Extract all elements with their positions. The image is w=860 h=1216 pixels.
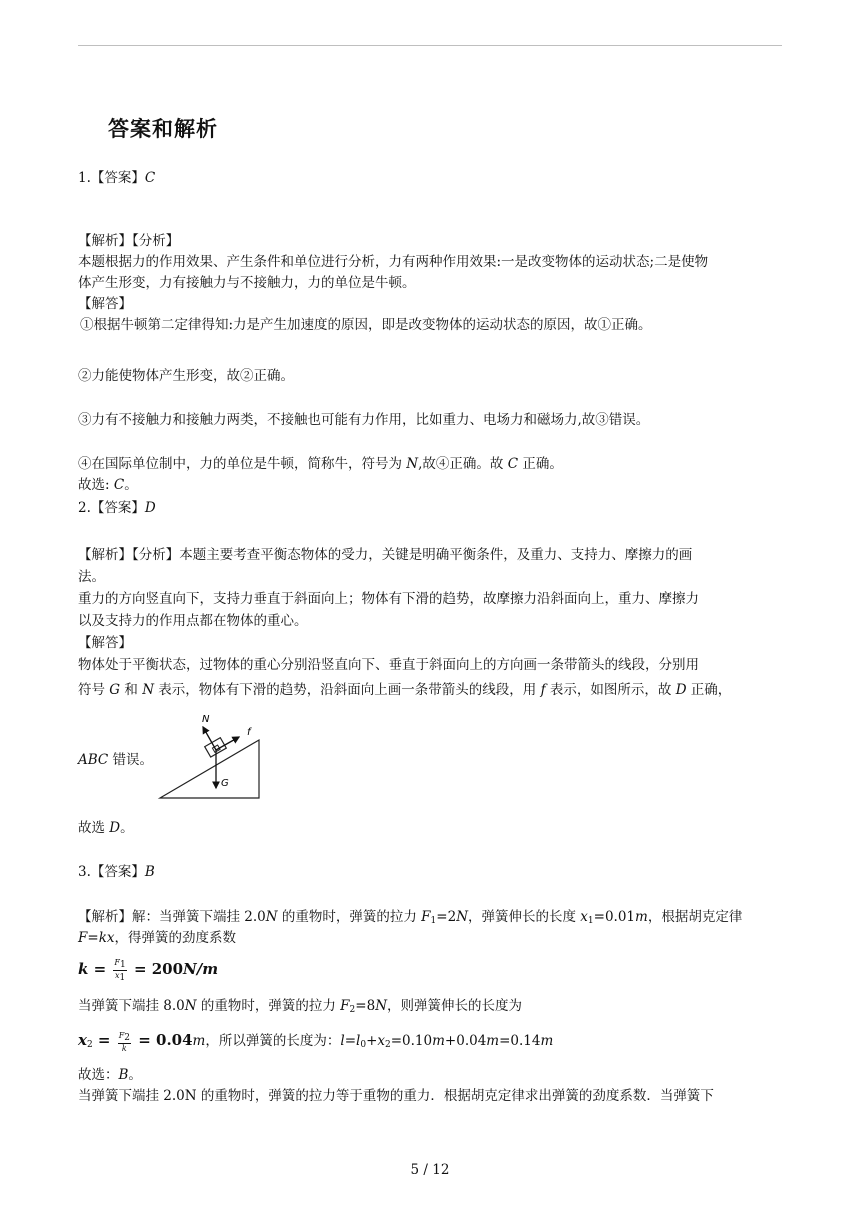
- q1-choose: 故选: C。: [78, 477, 138, 493]
- incline-force-diagram: [155, 710, 265, 802]
- q1-solution-line: ①根据牛顿第二定律得知:力是产生加速度的原因，即是改变物体的运动状态的原因，故①正确。: [80, 317, 652, 333]
- q1-solution-line: ③力有不接触力和接触力两类，不接触也可能有力作用，比如重力、电场力和磁场力,故③错误。: [78, 412, 650, 428]
- q3-line: 当弹簧下端挂 2.0N 的重物时，弹簧的拉力等于重物的重力．根据胡克定律求出弹簧的劲度系数．当弹簧下: [78, 1088, 714, 1104]
- q2-analysis-line: 【解析】【分析】本题主要考查平衡态物体的受力，关键是明确平衡条件，及重力、支持力、摩擦力的画: [78, 547, 693, 563]
- section-title: 答案和解析: [108, 117, 218, 141]
- q3-formula-k: k = $\frac{F_1}{x_1}$ = 200N/m: [78, 958, 219, 983]
- q1-solution-head: 【解答】: [78, 296, 132, 312]
- q2-answer: 2.【答案】D: [78, 500, 156, 516]
- q3-choose: 故选：B。: [78, 1067, 142, 1083]
- q1-answer: 1.【答案】C: [78, 170, 156, 186]
- q2-analysis-line: 重力的方向竖直向下，支持力垂直于斜面向上；物体有下滑的趋势，故摩擦力沿斜面向上，重力、摩擦力: [78, 591, 699, 607]
- label-f: f: [247, 727, 251, 738]
- q2-analysis-line: 法。: [78, 569, 105, 585]
- q3-line: 【解析】解：当弹簧下端挂 2.0N 的重物时，弹簧的拉力 $F_1=2N$，弹簧伸长的长度 $x_1=0.01m$，根据胡克定律: [78, 909, 743, 926]
- q2-analysis-line: 以及支持力的作用点都在物体的重心。: [78, 613, 308, 629]
- q3-formula-x2: $x_2$ = $\frac{F_2}{k}$ = 0.04m，所以弹簧的长度为：$l=l_0+x_2=0.10m+0.04m=0.14m$: [78, 1030, 554, 1053]
- q1-analysis-head: 【解析】【分析】: [78, 233, 180, 249]
- page-number: 5 / 12: [410, 1162, 450, 1178]
- q2-solution-line: ABC 错误。: [78, 752, 154, 768]
- q2-solution-line: 符号 G 和 N 表示，物体有下滑的趋势，沿斜面向上画一条带箭头的线段，用 f 表示，如图所示，故 D 正确，: [78, 682, 732, 698]
- q1-analysis-line: 体产生形变，力有接触力与不接触力，力的单位是牛顿。: [78, 275, 416, 291]
- q1-solution-line: ④在国际单位制中，力的单位是牛顿，简称牛，符号为 N,故④正确。故 C 正确。: [78, 456, 563, 472]
- header-rule: [78, 45, 782, 46]
- q3-answer: 3.【答案】B: [78, 864, 155, 880]
- q2-choose: 故选 D。: [78, 820, 134, 836]
- q1-solution-line: ②力能使物体产生形变，故②正确。: [78, 368, 294, 384]
- label-G: G: [221, 778, 229, 789]
- q2-solution-line: 物体处于平衡状态，过物体的重心分别沿竖直向下、垂直于斜面向上的方向画一条带箭头的线段，分别用: [78, 657, 699, 673]
- label-N: N: [202, 714, 210, 725]
- q2-solution-head: 【解答】: [78, 635, 132, 651]
- q1-analysis-line: 本题根据力的作用效果、产生条件和单位进行分析，力有两种作用效果:一是改变物体的运动状态;二是使物: [78, 254, 709, 270]
- q3-line: F=kx，得弹簧的劲度系数: [78, 930, 236, 946]
- q3-line: 当弹簧下端挂 8.0N 的重物时，弹簧的拉力 $F_2=8N$，则弹簧伸长的长度为: [78, 998, 522, 1015]
